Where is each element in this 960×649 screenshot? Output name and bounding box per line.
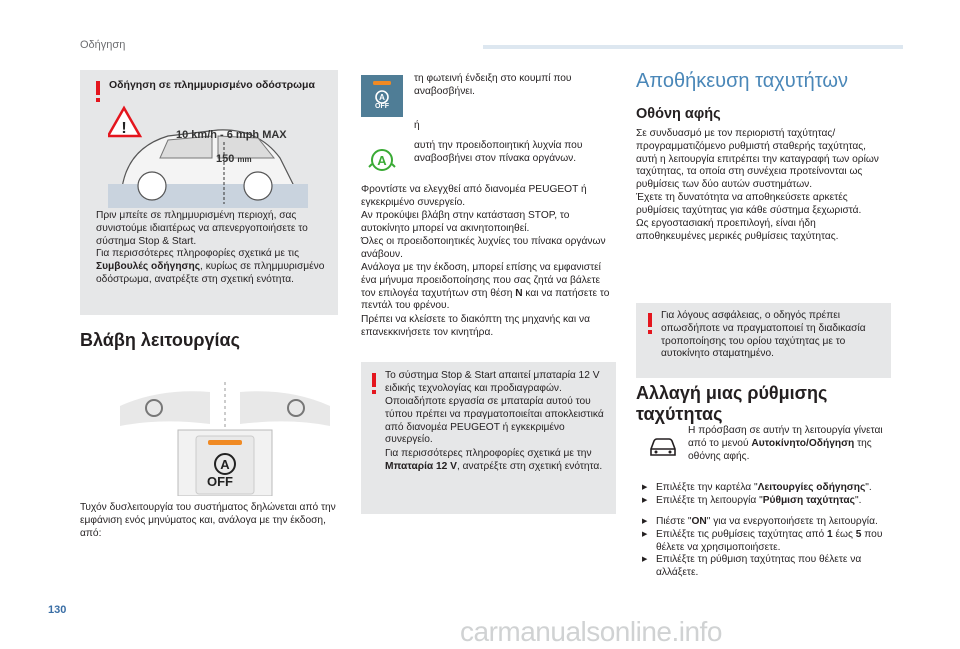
speed-memorisation-title: Αποθήκευση ταχυτήτων — [636, 70, 848, 92]
off-indicator-led — [208, 440, 242, 445]
flooded-road-car-illustration — [108, 100, 308, 208]
access-text: Η πρόσβαση σε αυτήν τη λειτουργία γίνεται από το μενού Αυτοκίνητο/Οδήγηση της οθόνης αφής. — [688, 425, 883, 462]
svg-text:A: A — [379, 93, 385, 102]
step-select-setting-to-change: ▶ Επιλέξτε τη ρύθμιση ταχύτητας που θέλετε να αλλάξετε. — [642, 554, 892, 580]
flood-warning-body-2: Για περισσότερες πληροφορίες σχετικά με τις Συμβουλές οδήγησης, κυρίως σε πλημμυρισμένο οδόστρωμα, ανατρέξτε στη σχετική ενότητα. — [96, 248, 325, 285]
step-select-speed-setting: ▶ Επιλέξτε τη λειτουργία "Ρύθμιση ταχύτητας". — [642, 495, 892, 508]
figure-depth-value: 150 — [216, 153, 235, 165]
figure-depth-unit: mm — [237, 155, 252, 164]
car-driving-menu-icon — [648, 435, 678, 459]
col3-body-1: Σε συνδυασμό με τον περιοριστή ταχύτητας/ προγραμματιζόμενο ρυθμιστή σταθερής ταχύτητας, αυτή η λειτουργία επιτρέπει την καταγραφή των ορίων ταχύτητας, τα οποία στη συνέχεια προτείνονται ως ρυθμίσεις των δύο αυτών συστημάτων. — [636, 128, 879, 191]
steps-list-a — [642, 482, 892, 508]
step-press-on: ▶ Πιέστε "ON" για να ενεργοποιήσετε τη λειτουργία. — [642, 516, 892, 529]
page-number: 130 — [48, 604, 67, 616]
col2-p1: Φροντίστε να ελεγχθεί από διανομέα PEUGEOT ή εγκεκριμένο συνεργείο. — [361, 184, 587, 208]
svg-text:A: A — [377, 153, 387, 168]
svg-text:A: A — [220, 457, 230, 472]
col2-p4: Ανάλογα με την έκδοση, μπορεί επίσης να εμφανιστεί ένα μήνυμα προειδοποίησης που σας ζητά να βάλετε τον επιλογέα ταχυτήτων στη θέση N και να πατήσετε το πεντάλ του φρένου. — [361, 262, 610, 312]
header-rule — [483, 45, 903, 49]
col3-body-2: Έχετε τη δυνατότητα να αποθηκεύσετε αρκετές ρυθμίσεις ταχύτητας για κάθε σύστημα ξεχωριστά. — [636, 192, 862, 216]
or-text: ή — [414, 120, 420, 131]
battery-warning-2: Οποιαδήποτε εργασία σε μπαταρία αυτού του τύπου πρέπει να πραγματοποιείται αποκλειστικά από διανομέα PEUGEOT ή εγκεκριμένο συνεργείο. — [385, 396, 604, 446]
warning-exclamation-icon — [96, 81, 100, 95]
watermark: carmanualsonline.info — [460, 616, 722, 647]
col3-body-3: Ως εργοστασιακή προεπιλογή, είναι ήδη αποθηκευμένες μερικές ρυθμίσεις ταχύτητας. — [636, 218, 839, 242]
touch-screen-subtitle: Οθόνη αφής — [636, 106, 721, 122]
driving-tips-link: Συμβουλές οδήγησης — [96, 260, 201, 272]
step-select-driving-functions-tab: ▶ Επιλέξτε την καρτέλα "Λειτουργίες οδήγησης". — [642, 482, 892, 495]
running-header: Οδήγηση — [80, 39, 126, 51]
item1-text: τη φωτεινή ένδειξη στο κουμπί που αναβοσβήνει. — [414, 73, 572, 97]
malfunction-heading: Βλάβη λειτουργίας — [80, 330, 240, 350]
warning-exclamation-icon — [372, 373, 376, 387]
battery-warning-3: Για περισσότερες πληροφορίες σχετικά με την Μπαταρία 12 V, ανατρέξτε στη σχετική ενότητα. — [385, 448, 603, 472]
step-select-settings-1-to-5: ▶ Επιλέξτε τις ρυθμίσεις ταχύτητας από 1 έως 5 που θέλετε να χρησιμοποιήσετε. — [642, 529, 892, 555]
warning-exclamation-icon — [648, 313, 652, 327]
off-led-button-icon — [361, 75, 403, 117]
col2-p2: Αν προκύψει βλάβη στην κατάσταση STOP, το αυτοκίνητο μπορεί να ακινητοποιηθεί. — [361, 210, 570, 234]
flood-warning-title: Οδήγηση σε πλημμυρισμένο οδόστρωμα — [109, 79, 315, 91]
stop-start-warning-lamp-icon — [361, 138, 403, 180]
figure-depth-label — [216, 153, 252, 165]
off-button-label: OFF — [207, 474, 233, 489]
vehicle-driving-menu-link: Αυτοκίνητο/Οδήγηση — [751, 437, 855, 449]
malfunction-body: Τυχόν δυσλειτουργία του συστήματος δηλώνεται από την εμφάνιση ενός μηνύματος και, ανάλογα με την έκδοση, από: — [80, 502, 336, 539]
col2-p5: Πρέπει να κλείσετε το διακόπτη της μηχανής και να επανεκκινήσετε τον κινητήρα. — [361, 314, 590, 338]
battery-12v-link: Μπαταρία 12 V — [385, 460, 457, 472]
figure-speed-label: 10 km/h - 6 mph MAX — [176, 129, 287, 141]
battery-warning-1: Το σύστημα Stop & Start απαιτεί μπαταρία 12 V ειδικής τεχνολογίας και προδιαγραφών. — [385, 370, 600, 394]
col2-p3: Όλες οι προειδοποιητικές λυχνίες του πίνακα οργάνων ανάβουν. — [361, 236, 606, 260]
safety-warning-text: Για λόγους ασφάλειας, ο οδηγός πρέπει οπωσδήποτε να πραγματοποιεί τη διαδικασία τροποποίησης του ορίου ταχύτητας με το αυτοκίνητο σταματημένο. — [661, 310, 866, 360]
svg-text:!: ! — [121, 120, 127, 137]
off-led-icon-label: OFF — [375, 103, 389, 110]
item2-text: αυτή την προειδοποιητική λυχνία που αναβοσβήνει στον πίνακα οργάνων. — [414, 140, 583, 164]
flood-warning-body-1: Πριν μπείτε σε πλημμυρισμένη περιοχή, σας συνιστούμε ιδιαιτέρως να απενεργοποιήσετε το σύστημα Stop & Start. — [96, 210, 308, 247]
change-setting-heading: Αλλαγή μιας ρύθμισης ταχύτητας — [636, 383, 828, 424]
steps-list-b — [642, 516, 892, 580]
